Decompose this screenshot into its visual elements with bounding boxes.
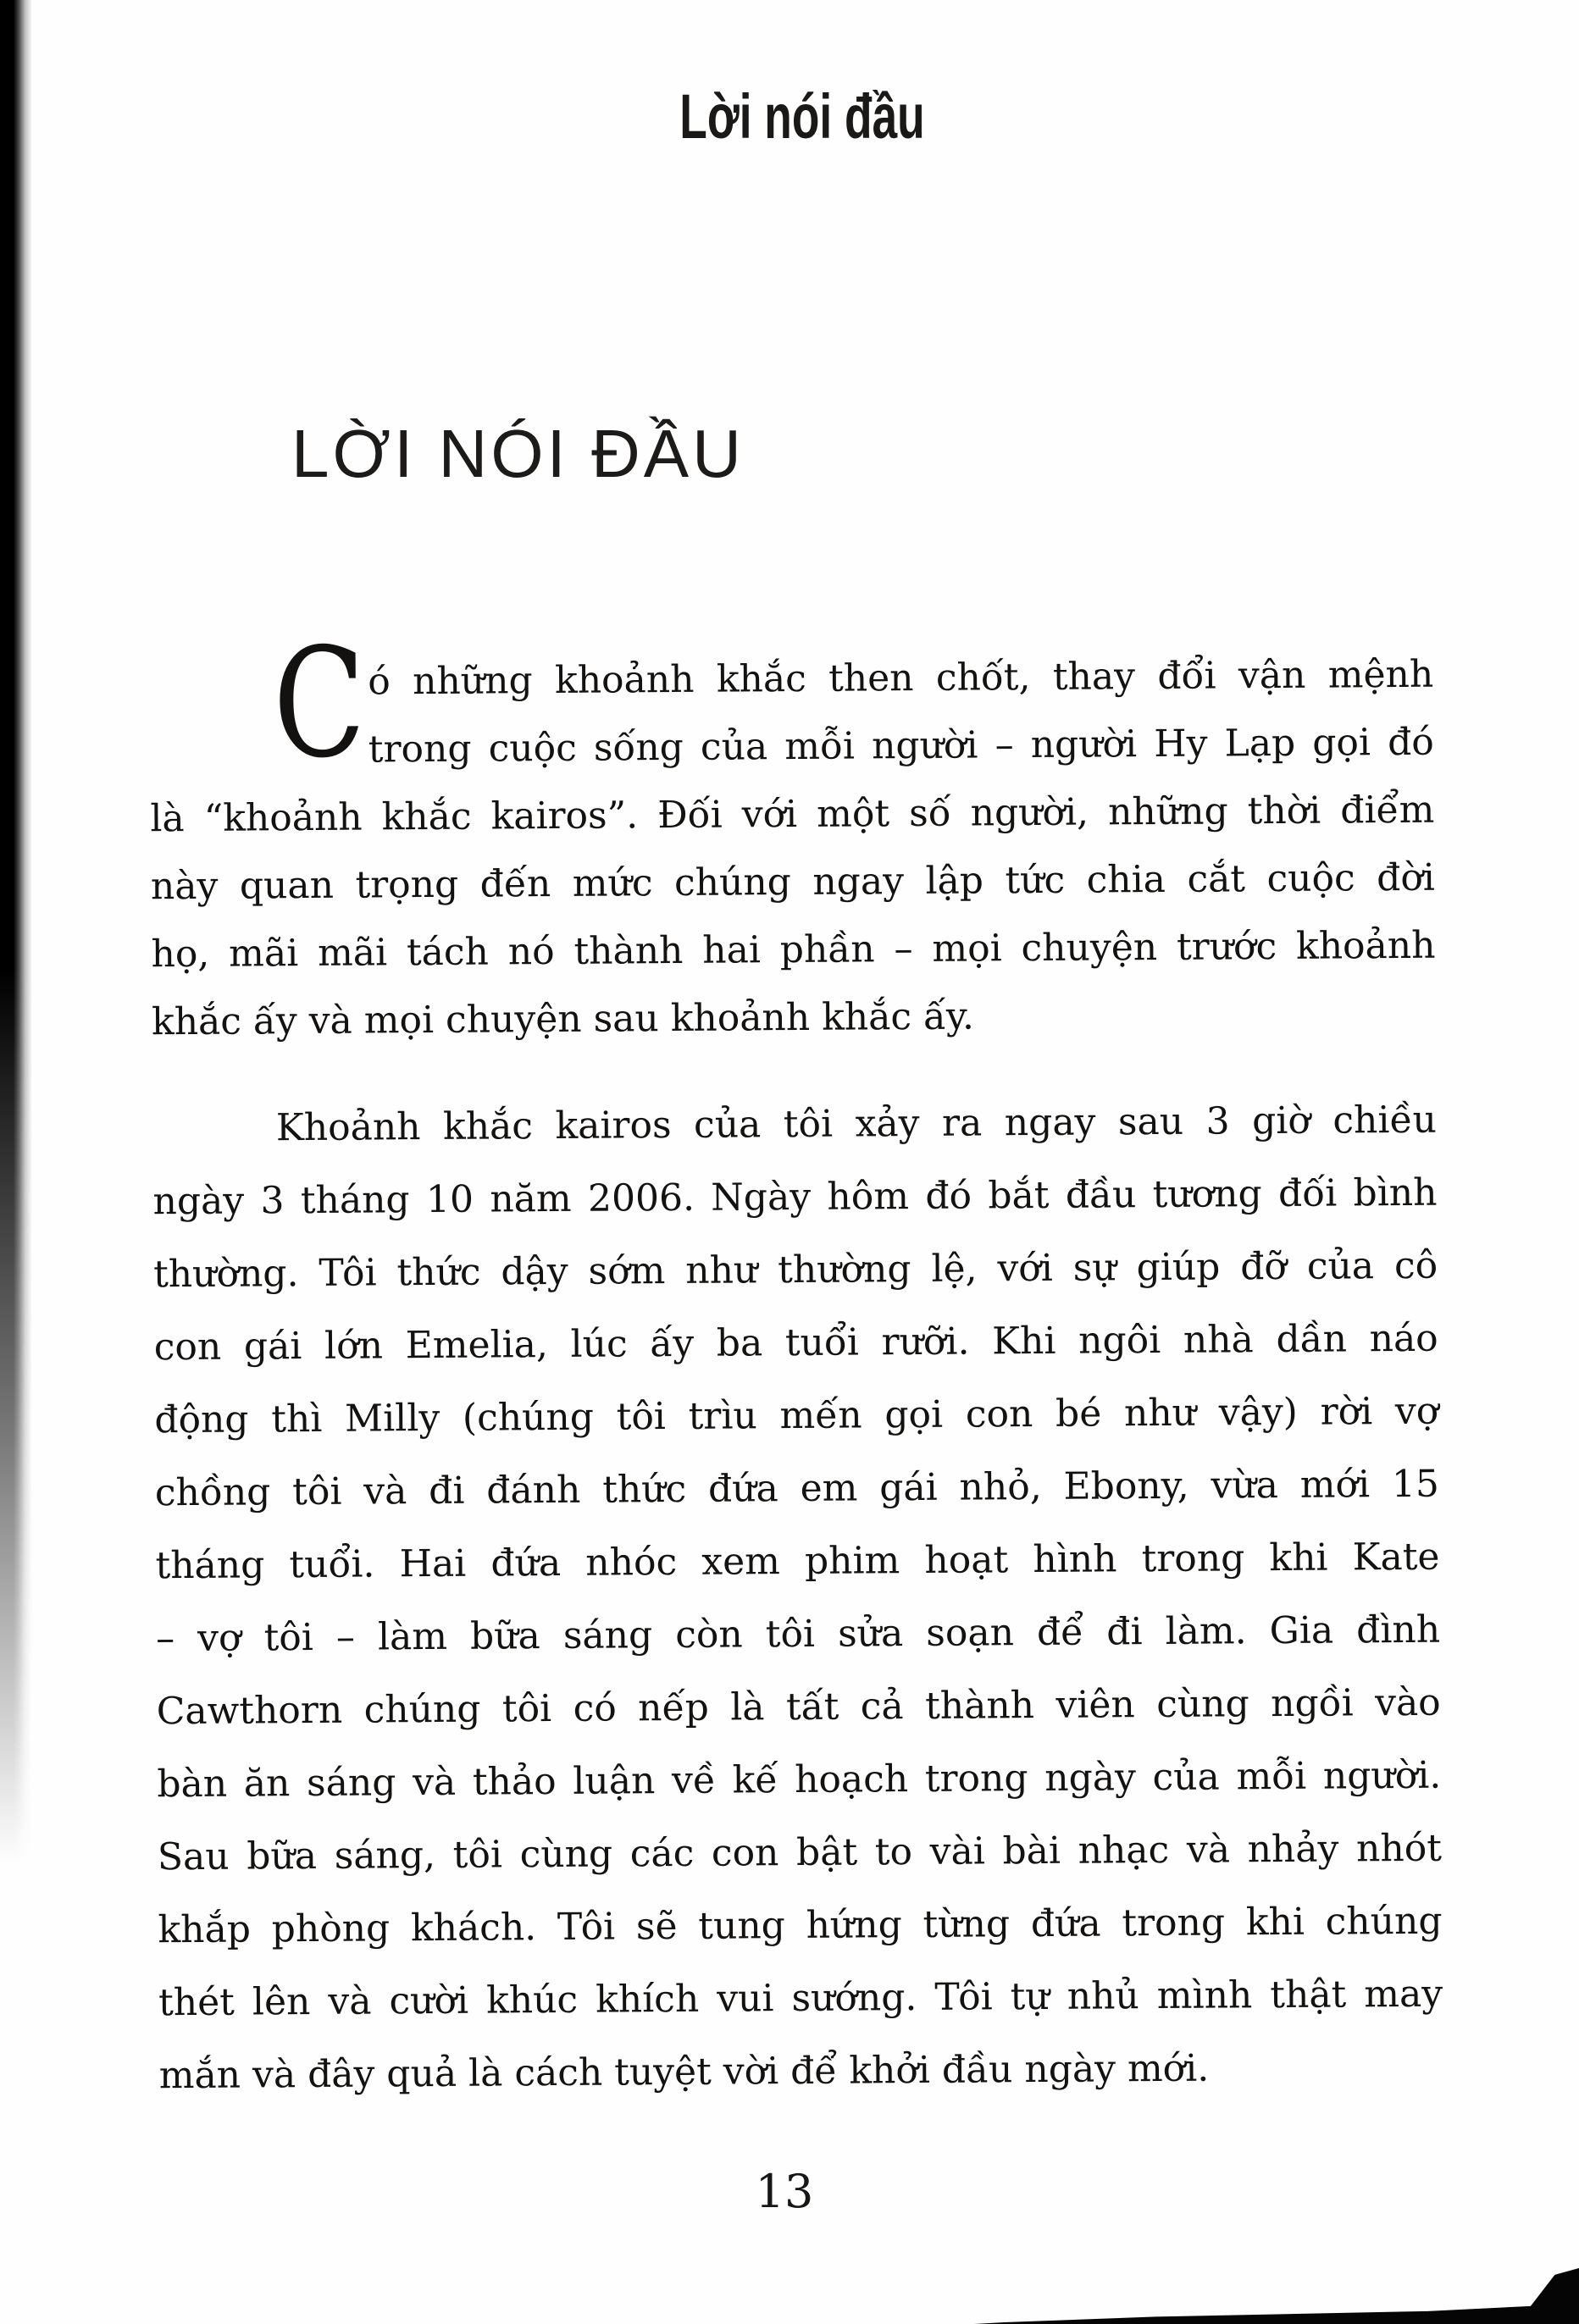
running-header <box>25 81 1579 152</box>
scan-gutter-shadow <box>0 0 32 1863</box>
body-line: khắc ấy và mọi chuyện sau khoảnh khắc ấy. <box>151 994 975 1044</box>
body-line: thường. Tôi thức dậy sớm như thường lệ, với sự giúp đỡ của cô <box>152 1243 1438 1297</box>
body-line: là “khoảnh khắc kairos”. Đối với một số người, những thời điểm <box>150 788 1435 841</box>
running-header-text: Lời nói đầu <box>679 81 925 152</box>
body-line: thét lên và cười khúc khích vui sướng. Tôi tự nhủ mình thật may <box>158 1972 1443 2025</box>
scan-artifact-bottom <box>974 2268 1579 2324</box>
body-line: tháng tuổi. Hai đứa nhóc xem phim hoạt hình trong khi Kate <box>155 1535 1440 1588</box>
paragraph <box>149 615 1436 1057</box>
body-line: con gái lớn Emelia, lúc ấy ba tuổi rưỡi. Khi ngôi nhà dần náo <box>153 1316 1438 1370</box>
body-line: ó những khoảnh khắc then chốt, thay đổi vận mệnh <box>368 652 1434 704</box>
body-line: bàn ăn sáng và thảo luận về kế hoạch trong ngày của mỗi người. <box>157 1753 1442 1807</box>
chapter-title: LỜI NÓI ĐẦU <box>291 416 745 491</box>
body-line: Sau bữa sáng, tôi cùng các con bật to vài bài nhạc và nhảy nhót <box>157 1826 1443 1879</box>
body-line: Cawthorn chúng tôi có nếp là tất cả thành viên cùng ngồi vào <box>156 1680 1441 1734</box>
paragraph <box>152 1084 1443 2113</box>
body-line: động thì Milly (chúng tôi trìu mến gọi con bé như vậy) rời vợ <box>154 1389 1439 1442</box>
page-number: 13 <box>755 2165 814 2218</box>
body-line: mắn và đây quả là cách tuyệt vời để khởi đầu ngày mới. <box>158 2046 1210 2098</box>
body-line: khắp phòng khách. Tôi sẽ tung hứng từng đứa trong khi chúng <box>158 1899 1443 1952</box>
body-line: chồng tôi và đi đánh thức đứa em gái nhỏ, Ebony, vừa mới 15 <box>154 1462 1440 1515</box>
body-line: ngày 3 tháng 10 năm 2006. Ngày hôm đó bắt đầu tương đối bình <box>152 1170 1438 1224</box>
body-line: trong cuộc sống của mỗi người – người Hy Lạp gọi đó <box>368 720 1434 772</box>
drop-cap: C <box>272 615 367 792</box>
body-line: này quan trọng đến mức chúng ngay lập tức chia cắt cuộc đời <box>150 855 1436 909</box>
body-line: – vợ tôi – làm bữa sáng còn tôi sửa soạn để đi làm. Gia đình <box>155 1607 1441 1661</box>
body-line: Khoảnh khắc kairos của tôi xảy ra ngay sau 3 giờ chiều <box>275 1098 1438 1150</box>
body-line: họ, mãi mãi tách nó thành hai phần – mọi chuyện trước khoảnh <box>151 923 1436 977</box>
body-text <box>149 615 1443 2113</box>
